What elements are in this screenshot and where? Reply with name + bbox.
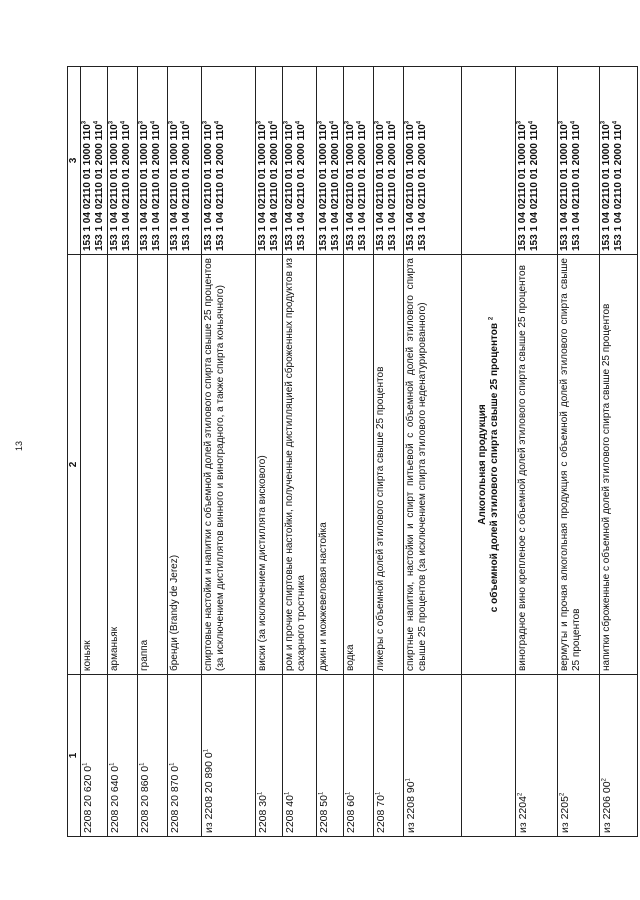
table-row [600, 67, 638, 837]
table-body [81, 67, 638, 837]
product-description: джин и можжевеловая настойка [317, 255, 344, 675]
table-row [374, 67, 404, 837]
tnved-code: 2208 20 870 $0^1$ [168, 675, 202, 837]
budget-code-cell [344, 67, 374, 255]
table-row [202, 67, 256, 837]
footnote-ref: 4 [329, 120, 336, 125]
table-row [168, 67, 202, 837]
tnved-code: 2208 20 860 $0^1$ [138, 675, 168, 837]
table-row [558, 67, 600, 837]
table-row [516, 67, 558, 837]
budget-code: 153 1 04 02110 01 1000 $110^3$ [374, 120, 386, 251]
budget-code: 153 1 04 02110 01 1000 $110^3$ [81, 120, 93, 251]
footnote-ref: 1 [318, 791, 325, 796]
budget-code-cell [168, 67, 202, 255]
footnote-ref: 4 [295, 120, 302, 125]
budget-code: 153 1 04 02110 01 1000 $110^3$ [516, 120, 528, 251]
budget-code: 153 1 04 02110 01 2000 $110^4$ [93, 120, 105, 251]
col-header-1: 1 [68, 675, 81, 837]
budget-code: 153 1 04 02110 01 1000 $110^3$ [344, 120, 356, 251]
footnote-ref: 3 [202, 120, 209, 125]
footnote-ref: 4 [416, 120, 423, 125]
section-title [462, 255, 516, 675]
footnote-ref: 2 [488, 316, 495, 321]
product-description: напитки сброженные с объемной долей этилового спирта свыше 25 процентов [600, 255, 638, 675]
footnote-ref: 4 [93, 120, 100, 125]
budget-code: 153 1 04 02110 01 2000 $110^4$ [214, 120, 226, 251]
section-empty-cell [462, 675, 516, 837]
footnote-ref: 1 [284, 791, 291, 796]
budget-code-cell [516, 67, 558, 255]
footnote-ref: 2 [517, 792, 524, 797]
budget-code: 153 1 04 02110 01 1000 $110^3$ [600, 120, 612, 251]
budget-code-cell [374, 67, 404, 255]
header-row [68, 67, 81, 837]
footnote-ref: 3 [283, 120, 290, 125]
tnved-code: 2208 $70^1$ [374, 675, 404, 837]
col-header-2: 2 [68, 255, 81, 675]
product-description: коньяк [81, 255, 108, 675]
footnote-ref: 4 [386, 120, 393, 125]
product-description: граппа [138, 255, 168, 675]
footnote-ref: 1 [139, 762, 146, 766]
footnote-ref: 1 [375, 791, 382, 796]
tnved-code: 2208 $60^1$ [344, 675, 374, 837]
product-description: вермуты и прочая алкогольная продукция с объемной долей этилового спирта свыше 25 процентов [558, 255, 600, 675]
budget-code: 153 1 04 02110 01 1000 $110^3$ [168, 120, 180, 251]
product-description: виноградное вино крепленое с объемной долей этилового спирта свыше 25 процентов [516, 255, 558, 675]
product-description: бренди (Brandy de Jerez) [168, 255, 202, 675]
budget-code: 153 1 04 02110 01 1000 $110^3$ [558, 120, 570, 251]
product-description: спиртные напитки, настойки и спирт питьевой с объемной долей этилового спирта свыше 25 процентов (за исключением спирта этилового неденатурированного) [404, 255, 462, 675]
tnved-code: 2208 20 640 $0^1$ [108, 675, 138, 837]
footnote-ref: 4 [120, 120, 127, 125]
budget-code: 153 1 04 02110 01 2000 $110^4$ [570, 120, 582, 251]
table-row [108, 67, 138, 837]
footnote-ref: 1 [82, 762, 89, 766]
footnote-ref: 1 [109, 762, 116, 766]
budget-code: 153 1 04 02110 01 1000 $110^3$ [256, 120, 268, 251]
budget-code: 153 1 04 02110 01 2000 $110^4$ [386, 120, 398, 251]
section-row [462, 67, 516, 837]
footnote-ref: 4 [180, 120, 187, 125]
table-row [404, 67, 462, 837]
table-row [81, 67, 108, 837]
tnved-code: из 2208 20 890 $0^1$ [202, 675, 256, 837]
footnote-ref: 1 [345, 791, 352, 796]
tnved-code: из 2204$^2$ [516, 675, 558, 837]
footnote-ref: 1 [257, 791, 264, 796]
tnved-code: из 2206 $00^2$ [600, 675, 638, 837]
footnote-ref: 4 [150, 120, 157, 125]
footnote-ref: 3 [374, 120, 381, 125]
budget-code: 153 1 04 02110 01 2000 $110^4$ [612, 120, 624, 251]
budget-code: 153 1 04 02110 01 2000 $110^4$ [528, 120, 540, 251]
footnote-ref: 3 [138, 120, 145, 125]
budget-code: 153 1 04 02110 01 2000 $110^4$ [329, 120, 341, 251]
table-row [317, 67, 344, 837]
footnote-ref: 4 [268, 120, 275, 125]
tnved-code: 2208 $30^1$ [256, 675, 283, 837]
rotated-page [67, 67, 625, 837]
footnote-ref: 4 [356, 120, 363, 125]
section-title-line2: с объемной долей этилового спирта свыше 25 процентов $^2$ [488, 316, 500, 613]
section-empty-cell [462, 67, 516, 255]
budget-code: 153 1 04 02110 01 1000 $110^3$ [202, 120, 214, 251]
budget-code: 153 1 04 02110 01 1000 $110^3$ [283, 120, 295, 251]
product-description: арманьяк [108, 255, 138, 675]
footnote-ref: 3 [558, 120, 565, 125]
table-row [256, 67, 283, 837]
budget-code-cell [202, 67, 256, 255]
budget-code: 153 1 04 02110 01 2000 $110^4$ [416, 120, 428, 251]
footnote-ref: 1 [203, 748, 210, 753]
budget-code: 153 1 04 02110 01 2000 $110^4$ [356, 120, 368, 251]
footnote-ref: 4 [570, 120, 577, 125]
budget-code: 153 1 04 02110 01 2000 $110^4$ [120, 120, 132, 251]
product-description: виски (за исключением дистиллята вискового) [256, 255, 283, 675]
product-description: водка [344, 255, 374, 675]
budget-code-cell [317, 67, 344, 255]
budget-code-cell [138, 67, 168, 255]
budget-code: 153 1 04 02110 01 2000 $110^4$ [180, 120, 192, 251]
footnote-ref: 4 [612, 120, 619, 125]
budget-code: 153 1 04 02110 01 2000 $110^4$ [150, 120, 162, 251]
footnote-ref: 4 [214, 120, 221, 125]
budget-code: 153 1 04 02110 01 2000 $110^4$ [295, 120, 307, 251]
page-number: 13 [14, 440, 25, 452]
budget-code: 153 1 04 02110 01 1000 $110^3$ [138, 120, 150, 251]
budget-code-cell [558, 67, 600, 255]
tnved-code: 2208 20 620 $0^1$ [81, 675, 108, 837]
footnote-ref: 3 [404, 120, 411, 125]
footnote-ref: 4 [528, 120, 535, 125]
footnote-ref: 3 [600, 120, 607, 125]
tnved-code: из 2208 $90^1$ [404, 675, 462, 837]
section-title-line1: Алкогольная продукция [476, 404, 488, 525]
footnote-ref: 3 [516, 120, 523, 125]
product-description: спиртовые настойки и напитки с объемной долей этилового спирта свыше 25 процентов (за исключением дистиллятов винного и виноградного, а также спирта коньячного) [202, 255, 256, 675]
footnote-ref: 2 [601, 778, 608, 782]
budget-code-cell [404, 67, 462, 255]
budget-code-cell [108, 67, 138, 255]
footnote-ref: 3 [256, 120, 263, 125]
footnote-ref: 2 [559, 792, 566, 797]
footnote-ref: 3 [168, 120, 175, 125]
tnved-code: 2208 $50^1$ [317, 675, 344, 837]
budget-code-cell [283, 67, 317, 255]
footnote-ref: 3 [81, 120, 88, 125]
footnote-ref: 3 [344, 120, 351, 125]
product-description: ликеры с объемной долей этилового спирта свыше 25 процентов [374, 255, 404, 675]
tnved-code: 2208 $40^1$ [283, 675, 317, 837]
table-row [283, 67, 317, 837]
footnote-ref: 3 [108, 120, 115, 125]
footnote-ref: 3 [317, 120, 324, 125]
budget-code: 153 1 04 02110 01 1000 $110^3$ [317, 120, 329, 251]
budget-code: 153 1 04 02110 01 1000 $110^3$ [404, 120, 416, 251]
budget-code-cell [81, 67, 108, 255]
budget-code-cell [256, 67, 283, 255]
excise-table [67, 66, 638, 837]
product-description: ром и прочие спиртовые настойки, полученные дистилляцией сброженных продуктов из сахарного тростника [283, 255, 317, 675]
footnote-ref: 1 [169, 762, 176, 766]
table-row [138, 67, 168, 837]
table-row [344, 67, 374, 837]
budget-code-cell [600, 67, 638, 255]
budget-code: 153 1 04 02110 01 1000 $110^3$ [108, 120, 120, 251]
budget-code: 153 1 04 02110 01 2000 $110^4$ [268, 120, 280, 251]
footnote-ref: 1 [405, 778, 412, 782]
tnved-code: из 2205$^2$ [558, 675, 600, 837]
col-header-3: 3 [68, 67, 81, 255]
